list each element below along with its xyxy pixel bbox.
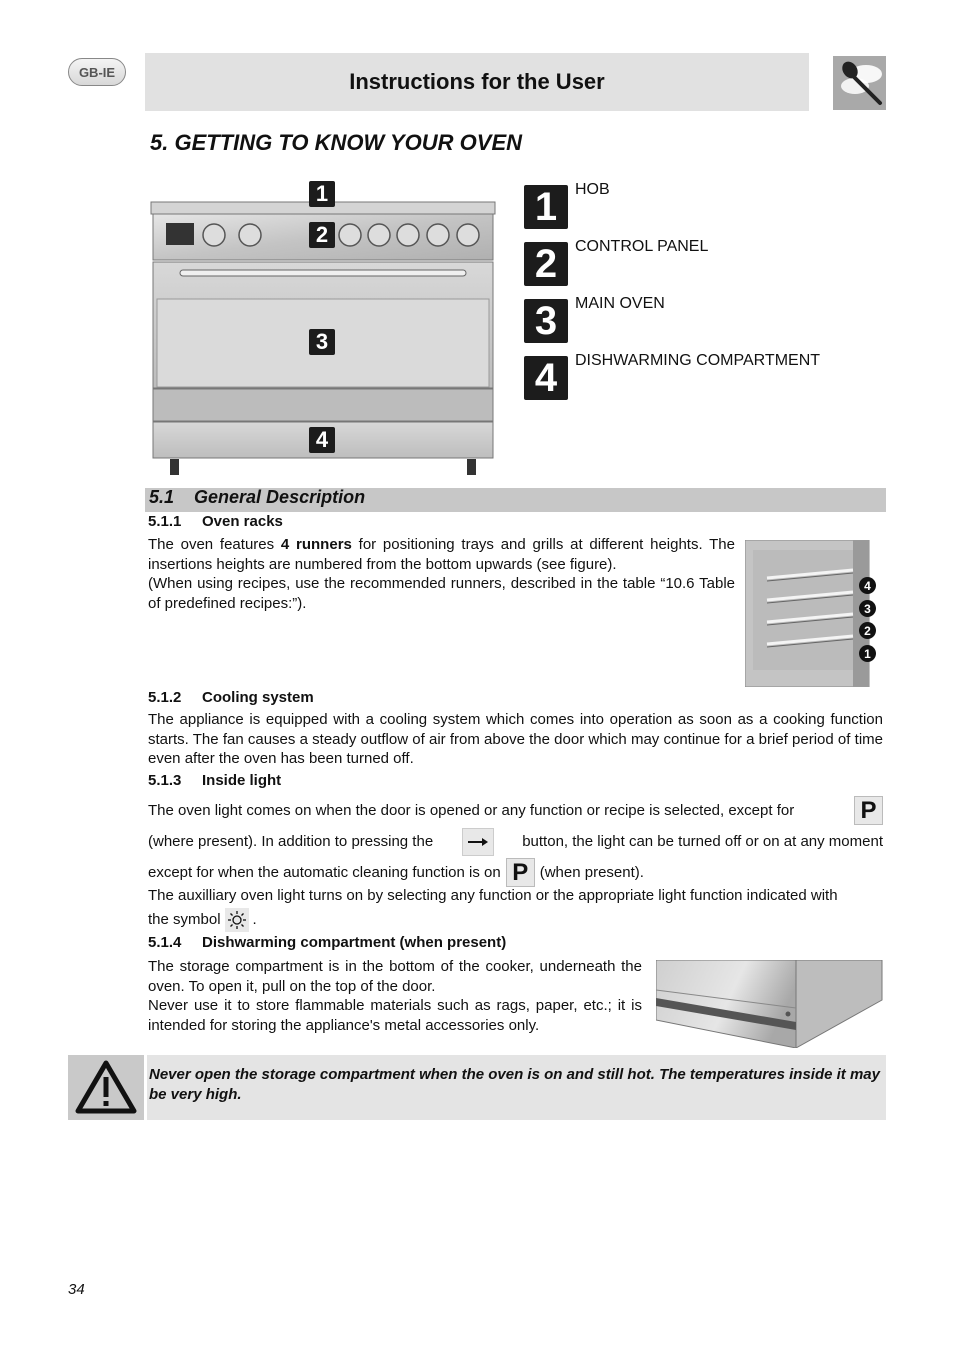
legend-label-main-oven: MAIN OVEN — [575, 295, 665, 312]
warning-text: Never open the storage compartment when the oven is on and still hot. The temperatures inside it may be very high. — [149, 1066, 880, 1103]
dishwarming-text: The storage compartment is in the bottom of the cooker, underneath the oven. To open it, pull on the top of the door. Never use it to store flammable materials such as rags, paper, etc.; it is intended for storing the appliance's metal accessories only. — [148, 958, 642, 1034]
oven-runners-illustration — [745, 540, 880, 687]
page-number: 34 — [68, 1281, 85, 1298]
runner-number-2: 2 — [859, 622, 876, 639]
legend-label-hob: HOB — [575, 181, 610, 198]
oven-illustration — [150, 181, 496, 477]
section-title: 5.1 General Description — [149, 487, 366, 507]
inside-light-line-3: except for when the automatic cleaning function is on P (when present). — [148, 858, 644, 886]
header-title: Instructions for the User — [349, 69, 605, 94]
legend-number-3: 3 — [524, 299, 568, 343]
callout-main-oven: 3 — [309, 329, 335, 355]
legend-label-dishwarming: DISHWARMING COMPARTMENT — [575, 352, 821, 369]
p-symbol-icon: P — [506, 858, 535, 887]
subsection-title-cooling: 5.1.2 Cooling system — [148, 689, 314, 706]
chef-spoon-icon — [833, 56, 886, 110]
warning-triangle-icon — [68, 1055, 144, 1120]
callout-hob: 1 — [309, 181, 335, 207]
p-symbol-icon: P — [854, 796, 883, 825]
inside-light-line-1: The oven light comes on when the door is opened or any function or recipe is selected, except for P — [148, 796, 883, 825]
callout-dishwarming: 4 — [309, 427, 335, 453]
cooling-text: The appliance is equipped with a cooling system which comes into operation as soon as a cooking function starts. The fan causes a steady outflow of air from above the door which may continue for a brief period of time even after the oven has been turned off. — [148, 711, 883, 767]
inside-light-line-5: the symbol . — [148, 908, 257, 932]
subsection-title-dishwarming: 5.1.4 Dishwarming compartment (when present) — [148, 934, 507, 951]
runner-number-4: 4 — [859, 577, 876, 594]
legend-number-1: 1 — [524, 185, 568, 229]
dishwarming-drawer-illustration — [656, 960, 884, 1048]
inside-light-line-4: The auxilliary oven light turns on by selecting any function or the appropriate light function indicated with — [148, 887, 838, 904]
legend-number-2: 2 — [524, 242, 568, 286]
inside-light-line-2: (where present). In addition to pressing the button, the light can be turned off or on at any moment — [148, 828, 883, 856]
subsection-title-oven-racks: 5.1.1 Oven racks — [148, 513, 283, 530]
arrow-right-icon — [462, 828, 494, 856]
runner-number-1: 1 — [859, 645, 876, 662]
runner-number-3: 3 — [859, 600, 876, 617]
warning-icon-box — [68, 1055, 144, 1120]
callout-control-panel: 2 — [309, 222, 335, 248]
legend-number-4: 4 — [524, 356, 568, 400]
subsection-title-inside-light: 5.1.3 Inside light — [148, 772, 282, 789]
oven-racks-text: The oven features 4 runners for positioning trays and grills at different heights. The insertions heights are numbered from the bottom upwards (see figure). (When using recipes, use the recommended runners, described in the table “10.6 Table of predefined recipes:”). — [148, 536, 735, 612]
light-symbol-icon — [225, 908, 249, 932]
legend-label-control-panel: CONTROL PANEL — [575, 238, 709, 255]
language-badge: GB-IE — [68, 58, 126, 86]
chapter-title: 5. GETTING TO KNOW YOUR OVEN — [150, 130, 523, 155]
header-bar — [145, 53, 809, 111]
